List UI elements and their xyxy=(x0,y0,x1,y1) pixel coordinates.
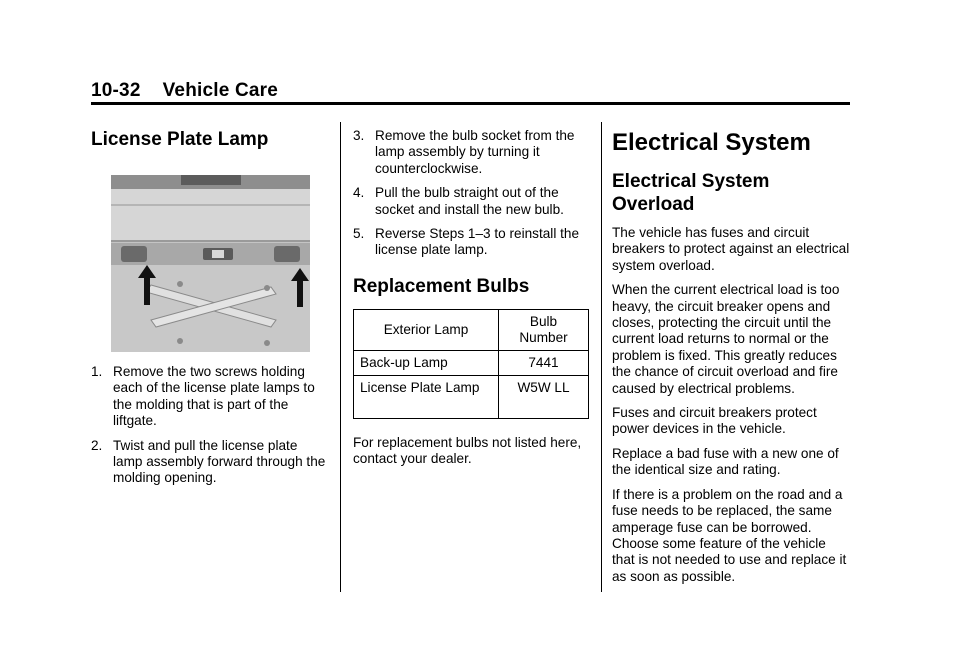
column-license-plate-lamp xyxy=(91,128,327,508)
table-header-bulb-number: Bulb Number xyxy=(499,309,589,350)
paragraph: Fuses and circuit breakers protect power devices in the vehicle. xyxy=(612,405,817,437)
column-electrical-system xyxy=(612,128,852,585)
header-rule xyxy=(91,102,850,105)
step-1: 1. Remove the two screws holding each of the license plate lamps to the molding that is part of the liftgate. xyxy=(91,364,315,429)
page-header xyxy=(91,80,278,102)
table-row xyxy=(354,350,589,375)
license-plate-lamp-illustration xyxy=(111,175,310,352)
paragraph: The vehicle has fuses and circuit breakers to protect against an electrical system overload. xyxy=(612,225,850,273)
column-divider-2 xyxy=(601,122,602,592)
replacement-bulbs-table xyxy=(353,309,589,419)
table-cell-lamp: License Plate Lamp xyxy=(354,375,499,418)
table-row xyxy=(354,375,589,418)
table-cell-bulb: 7441 xyxy=(499,350,589,375)
step-3: 3. Remove the bulb socket from the lamp assembly by turning it counterclockwise. xyxy=(353,128,575,176)
step-2: 2. Twist and pull the license plate lamp assembly forward through the molding opening. xyxy=(91,437,326,486)
liftgate-lamp-diagram xyxy=(111,175,310,352)
electrical-system-overload-heading: Electrical System Overload xyxy=(612,171,770,215)
column-replacement xyxy=(353,128,591,468)
table-cell-bulb: W5W LL xyxy=(499,375,589,418)
table-cell-lamp: Back-up Lamp xyxy=(354,350,499,375)
step-5: 5. Reverse Steps 1–3 to reinstall the license plate lamp. xyxy=(353,226,580,258)
table-header-exterior-lamp: Exterior Lamp xyxy=(354,309,499,350)
section-title: Vehicle Care xyxy=(162,80,279,101)
paragraph: If there is a problem on the road and a fuse needs to be replaced, the same amperage fuse can be borrowed. Choose some feature of the vehicle that is not needed to use and replace it as soon as possible. xyxy=(612,486,847,584)
page-number: 10-32 xyxy=(91,80,141,101)
table-header-row xyxy=(354,309,589,350)
column-divider-1 xyxy=(340,122,341,592)
electrical-system-heading: Electrical System xyxy=(612,129,811,156)
paragraph: When the current electrical load is too heavy, the circuit breaker opens and closes, protecting the circuit until the current load returns to normal or the problem is fixed. This greatly reduces the chance of circuit overload and fire caused by electrical problems. xyxy=(612,282,840,396)
replacement-note: For replacement bulbs not listed here, contact your dealer. xyxy=(353,434,582,467)
paragraph: Replace a bad fuse with a new one of the identical size and rating. xyxy=(612,445,839,478)
step-4: 4. Pull the bulb straight out of the socket and install the new bulb. xyxy=(353,185,564,217)
license-plate-lamp-heading: License Plate Lamp xyxy=(91,129,269,150)
replacement-bulbs-heading: Replacement Bulbs xyxy=(353,275,530,297)
